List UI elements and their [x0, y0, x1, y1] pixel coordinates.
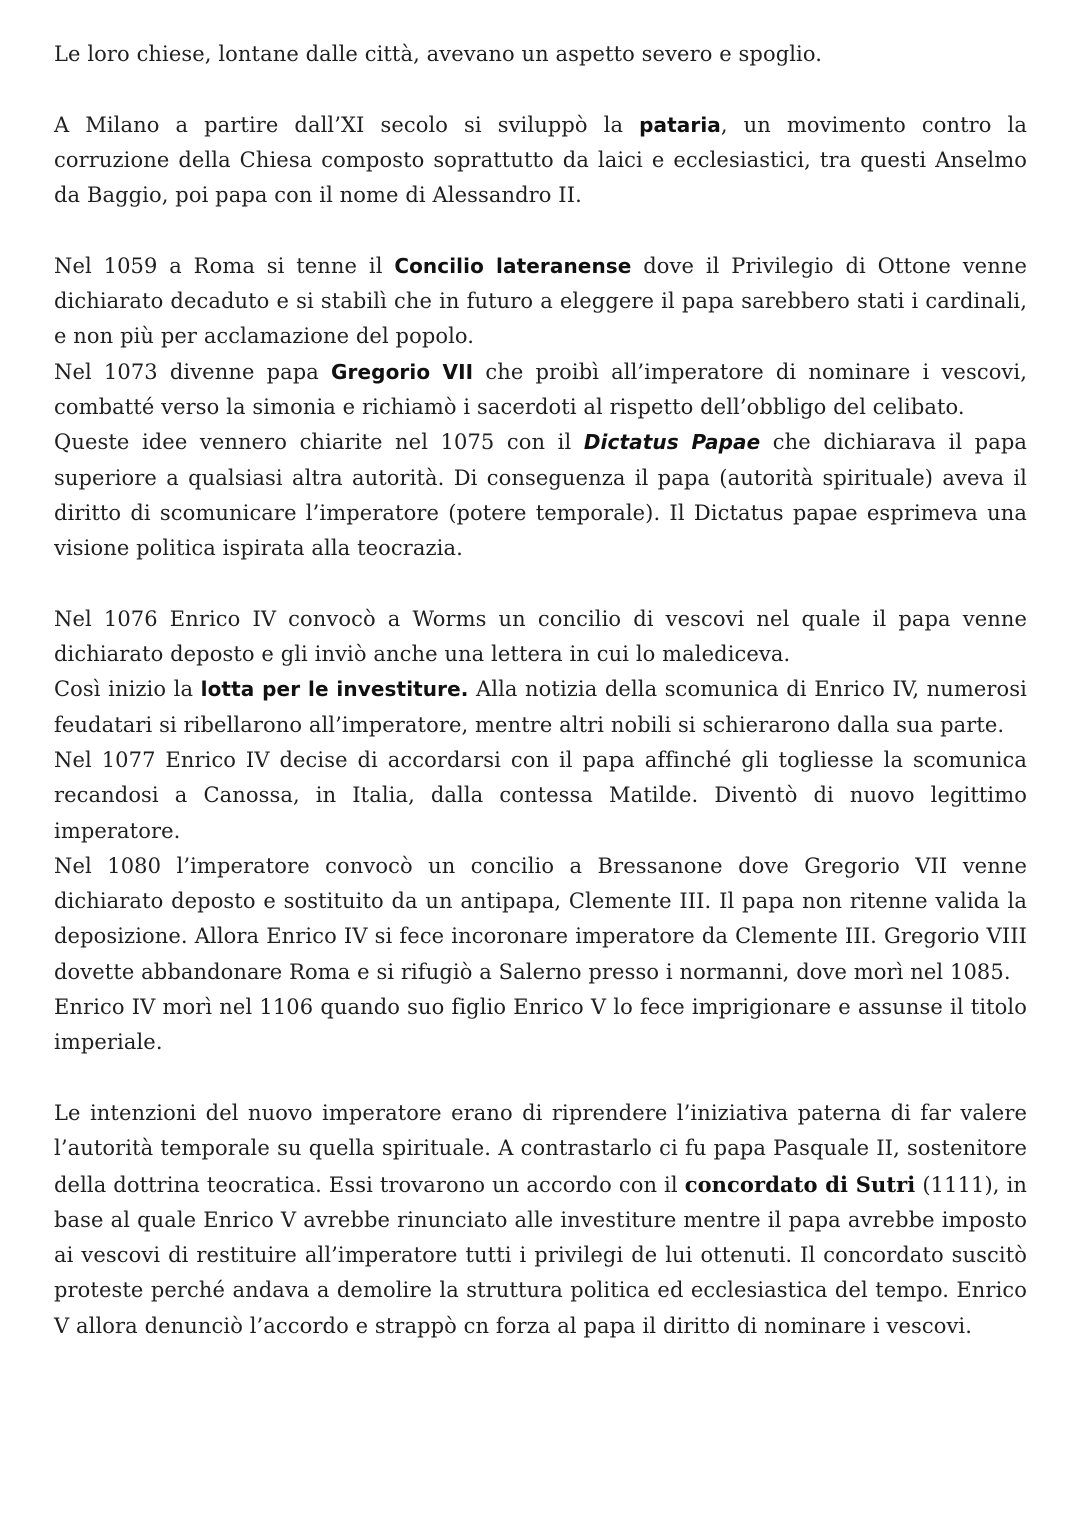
term-dictatus-papae: Dictatus Papae — [583, 430, 761, 455]
term-lotta-per-le-investiture: lotta per le investiture. — [200, 677, 469, 702]
paragraph-enrico-v — [54, 990, 1027, 1061]
paragraph-concordato-sutri — [54, 1096, 1027, 1344]
text: che proibì all’imperatore di nominare i vescovi, combatté verso la simonia e richiamò i sacerdoti al rispetto dell’obbligo del celibato. — [54, 359, 1027, 419]
text: Nel 1077 Enrico IV decise di accordarsi con il papa affinché gli togliesse la scomunica recandosi a Canossa, in Italia, dalla contessa Matilde. Diventò di nuovo legittimo imperatore. — [54, 747, 1027, 843]
text: dove il Privilegio di Ottone venne dichiarato decaduto e si stabilì che in futuro a eleggere il papa sarebbero stati i cardinali, e non più per acclamazione del popolo. — [54, 253, 1027, 349]
paragraph-concilio-lateranense — [54, 249, 1027, 355]
term-gregorio-vii: Gregorio VII — [331, 359, 474, 384]
text: Nel 1073 divenne papa — [54, 359, 332, 384]
text: Nel 1080 l’imperatore convocò un concilio a Bressanone dove Gregorio VII venne dichiarato deposto e sostituito da un antipapa, Clemente III. Il papa non ritenne valida la deposizione. Allora Enrico IV si fece incoronare imperatore da Clemente III. Gregorio VIII dovette abbandonare Roma e si rifugiò a Salerno presso i normanni, dove morì nel 1085. — [54, 853, 1027, 984]
text: , un movimento contro la corruzione della Chiesa composto soprattutto da laici e ecclesiastici, tra questi Anselmo da Baggio, poi papa con il nome di Alessandro II. — [54, 112, 1027, 208]
text: Le loro chiese, lontane dalle città, avevano un aspetto severo e spoglio. — [54, 42, 823, 66]
text: Queste idee vennero chiarite nel 1075 con il — [54, 430, 584, 455]
paragraph-bressanone — [54, 849, 1027, 990]
text: Nel 1059 a Roma si tenne il — [54, 253, 395, 278]
paragraph-gregorio-vii — [54, 355, 1027, 426]
paragraph-churches — [54, 37, 1027, 72]
paragraph-pataria — [54, 108, 1027, 214]
text: Così inizio la — [54, 677, 201, 702]
text: Le intenzioni del nuovo imperatore erano di riprendere l’iniziativa paterna di far valere l’autorità temporale su quella spirituale. A contrastarlo ci fu papa Pasquale II, sostenitore della dottrina teocratica. Essi trovarono un accordo con il — [54, 1100, 1027, 1197]
paragraph-worms — [54, 602, 1027, 673]
paragraph-lotta-investiture — [54, 672, 1027, 743]
term-pataria: pataria — [639, 112, 721, 137]
text: (1111), in base al quale Enrico V avrebbe rinunciato alle investiture mentre il papa avrebbe imposto ai vescovi di restituire all’imperatore tutti i privilegi de lui ottenuti. Il concordato suscitò proteste perché andava a demolire la struttura politica ed ecclesiastica del tempo. Enrico V allora denunciò l’accordo e strappò cn forza al papa il diritto di nominare i vescovi. — [54, 1172, 1028, 1338]
text: che dichiarava il papa superiore a qualsiasi altra autorità. Di conseguenza il papa (autorità spirituale) aveva il diritto di scomunicare l’imperatore (potere temporale). Il Dictatus papae esprimeva una visione politica ispirata alla teocrazia. — [54, 430, 1027, 561]
text: Enrico IV morì nel 1106 quando suo figlio Enrico V lo fece imprigionare e assunse il titolo imperiale. — [54, 995, 1027, 1055]
paragraph-canossa — [54, 743, 1027, 849]
term-concordato-di-sutri: concordato di Sutri — [684, 1171, 916, 1197]
text: Alla notizia della scomunica di Enrico IV, numerosi feudatari si ribellarono all’imperatore, mentre altri nobili si schierarono dalla sua parte. — [54, 677, 1027, 737]
text: Nel 1076 Enrico IV convocò a Worms un concilio di vescovi nel quale il papa venne dichiarato deposto e gli inviò anche una lettera in cui lo malediceva. — [54, 606, 1027, 667]
paragraph-dictatus-papae — [54, 425, 1027, 566]
text: A Milano a partire dall’XI secolo si sviluppò la — [54, 112, 640, 137]
term-concilio-lateranense: Concilio lateranense — [394, 253, 632, 278]
